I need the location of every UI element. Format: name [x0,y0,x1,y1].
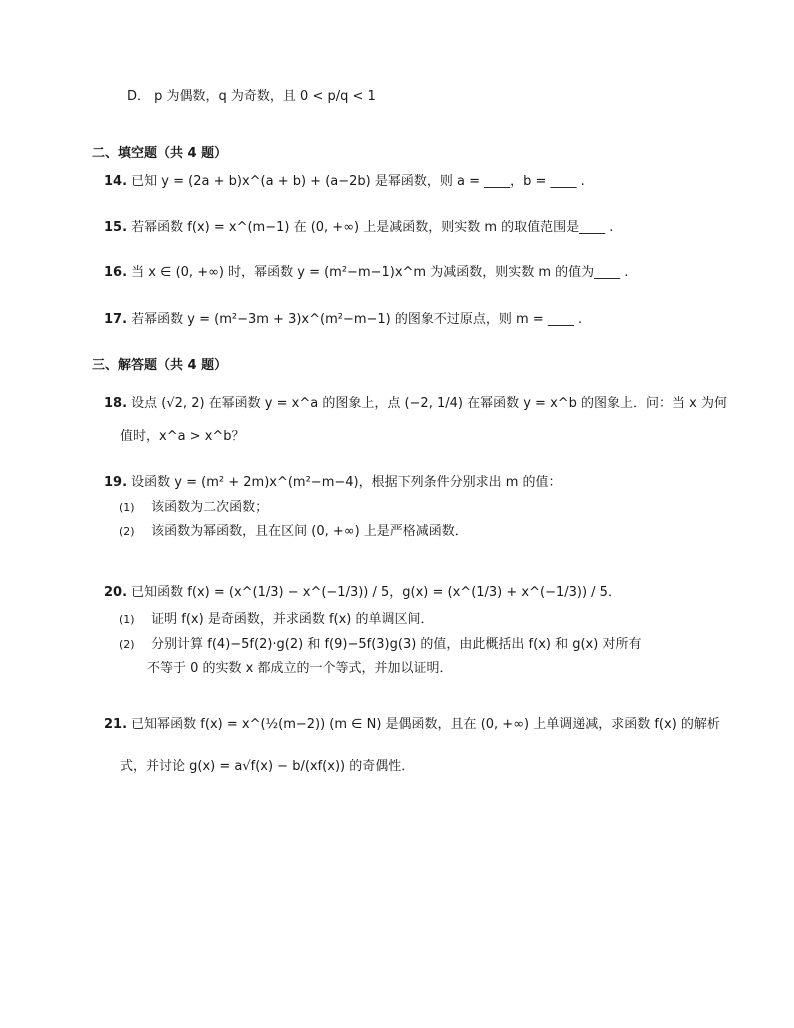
item-label: (1) [119,613,135,626]
problem-18 [104,394,727,414]
section-fill-in: 二、填空题（共 4 题） [92,146,228,161]
problem-text: 若幂函数 f(x) = x^(m−1) 在 (0, +∞) 上是减函数，则实数 m 的取值范围是____ . [131,220,614,235]
problem-text: 若幂函数 y = (m²−3m + 3)x^(m²−m−1) 的图象不过原点，则 m = ____ . [131,312,583,327]
problem-19-item-1 [119,498,268,518]
problem-21-cont: 式，并讨论 g(x) = a√f(x) − b/(xf(x)) 的奇偶性． [120,759,415,774]
problem-16 [104,263,628,283]
item-text: 证明 f(x) 是奇函数，并求函数 f(x) 的单调区间． [151,612,434,627]
item-label: (2) [119,638,135,651]
problem-text: 已知 y = (2a + b)x^(a + b) + (a−2b) 是幂函数，则 a = ____，b = ____ . [131,174,585,189]
problem-17 [104,310,582,330]
problem-19-item-2 [119,522,468,542]
problem-20 [104,583,621,603]
item-text: 该函数为二次函数； [151,500,269,515]
item-label: (2) [119,525,135,538]
problem-number: 18. [104,396,128,411]
problem-text: 已知幂函数 f(x) = x^(½(m−2)) (m ∈ N) 是偶函数，且在 (0, +∞) 上单调递减，求函数 f(x) 的解析 [131,717,720,732]
problem-18-cont: 值时，x^a > x^b？ [120,429,245,444]
option-d: D． p 为偶数，q 为奇数，且 0 < p/q < 1 [127,89,376,104]
item-text: 分别计算 f(4)−5f(2)·g(2) 和 f(9)−5f(3)g(3) 的值，由此概括出 f(x) 和 g(x) 对所有 [151,637,642,652]
problem-20-item-1 [119,610,434,630]
problem-number: 17. [104,312,128,327]
problem-20-item-2 [119,635,641,655]
problem-number: 15. [104,220,128,235]
problem-14 [104,172,585,192]
problem-number: 21. [104,717,128,732]
item-label: (1) [119,501,135,514]
problem-number: 20. [104,585,128,600]
section-solution: 三、解答题（共 4 题） [92,358,228,373]
problem-text: 当 x ∈ (0, +∞) 时，幂函数 y = (m²−m−1)x^m 为减函数，则实数 m 的值为____ . [131,265,629,280]
problem-number: 16. [104,265,128,280]
problem-text: 设函数 y = (m² + 2m)x^(m²−m−4)，根据下列条件分别求出 m 的值： [131,475,562,490]
problem-number: 19. [104,475,128,490]
problem-20-item-2-cont: 不等于 0 的实数 x 都成立的一个等式，并加以证明． [147,661,453,676]
problem-21 [104,715,720,735]
problem-15 [104,218,613,238]
problem-text: 已知函数 f(x) = (x^(1/3) − x^(−1/3)) / 5，g(x) = (x^(1/3) + x^(−1/3)) / 5． [131,585,621,600]
problem-19 [104,473,562,493]
item-text: 该函数为幂函数，且在区间 (0, +∞) 上是严格减函数． [151,524,468,539]
problem-text: 设点 (√2, 2) 在幂函数 y = x^a 的图象上，点 (−2, 1/4) 在幂函数 y = x^b 的图象上．问：当 x 为何 [131,396,728,411]
problem-number: 14. [104,174,128,189]
